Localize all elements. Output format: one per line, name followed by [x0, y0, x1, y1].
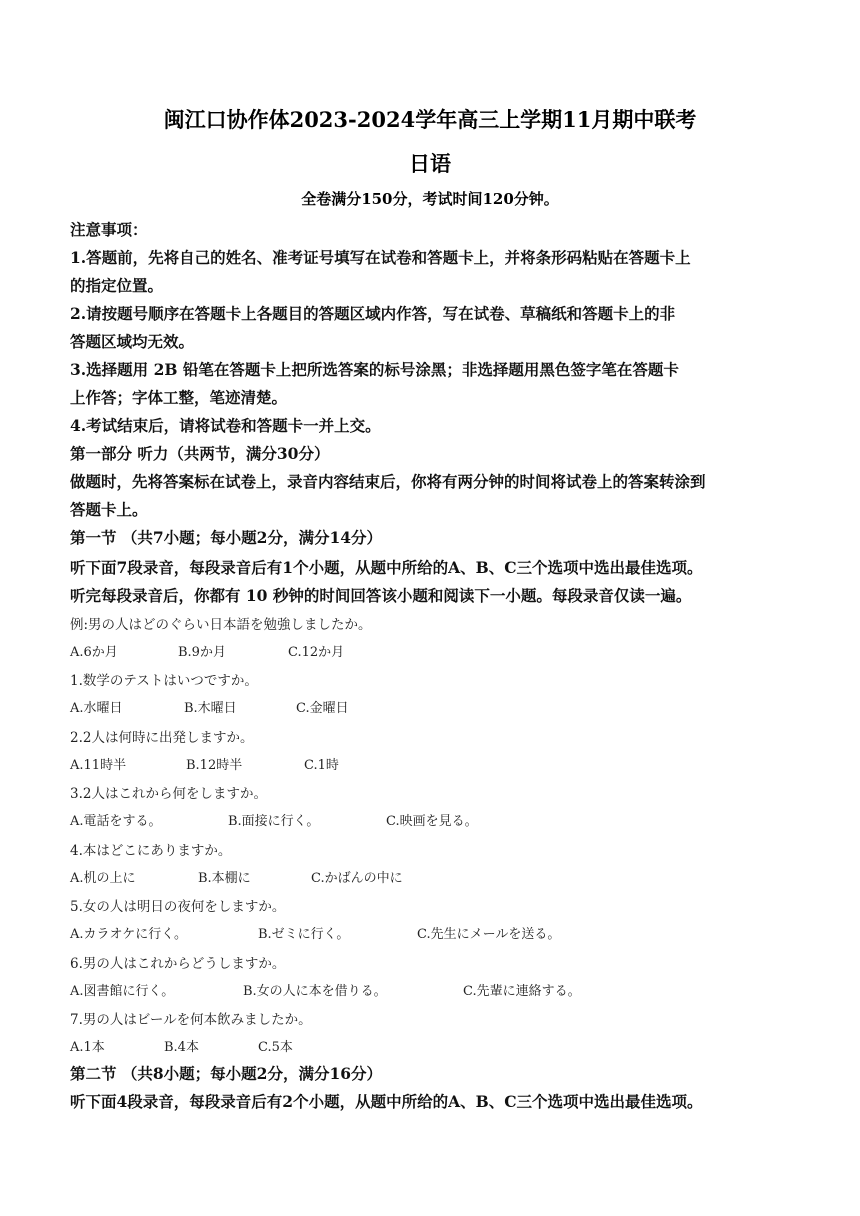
option-a: A.電話をする。: [70, 814, 162, 829]
question-2: 2.2人は何時に出発しますか。: [70, 730, 254, 746]
question-4: 4.本はどこにありますか。: [70, 843, 232, 859]
part1-instruction: 答题卡上。: [70, 500, 148, 519]
option-c: C.先生にメールを送る。: [417, 927, 561, 942]
subject-title: 日语: [409, 151, 451, 176]
option-a: A.図書館に行く。: [70, 984, 175, 999]
option-a: A.水曜日: [70, 701, 123, 716]
option-b: B.木曜日: [184, 701, 237, 716]
option-b: B.面接に行く。: [228, 814, 320, 829]
option-a: A.11時半: [70, 758, 127, 773]
option-b: B.12時半: [186, 758, 243, 773]
option-c: C.かばんの中に: [311, 871, 403, 886]
notice-item: 3.选择题用 2B 铅笔在答题卡上把所选答案的标号涂黑；非选择题用黑色签字笔在答题卡: [70, 360, 679, 379]
notice-item: 上作答；字体工整，笔迹清楚。: [70, 388, 288, 407]
section2-instruction: 听下面4段录音，每段录音后有2个小题，从题中所给的A、B、C三个选项中选出最佳选项。: [70, 1092, 703, 1111]
option-c: C.映画を見る。: [386, 814, 478, 829]
score-info: 全卷满分150分，考试时间120分钟。: [301, 190, 559, 208]
part1-heading: 第一部分 听力（共两节，满分30分）: [70, 444, 330, 463]
option-a: A.6か月: [70, 645, 118, 660]
notice-item: 的指定位置。: [70, 276, 164, 295]
exam-title: 闽江口协作体2023-2024学年高三上学期11月期中联考: [163, 107, 697, 132]
section1-heading: 第一节 （共7小题；每小题2分，满分14分）: [70, 528, 383, 547]
option-c: C.金曜日: [296, 701, 349, 716]
option-a: A.カラオケに行く。: [70, 927, 188, 942]
question-3: 3.2人はこれから何をしますか。: [70, 786, 267, 802]
option-b: B.本棚に: [198, 871, 251, 886]
notice-heading: 注意事项：: [70, 220, 148, 239]
option-c: C.1時: [304, 758, 339, 773]
notice-item: 答题区域均无效。: [70, 332, 195, 351]
option-c: C.5本: [258, 1040, 293, 1055]
option-a: A.1本: [70, 1040, 105, 1055]
option-b: B.4本: [164, 1040, 199, 1055]
question-1: 1.数学のテストはいつですか。: [70, 673, 258, 689]
question-example: 例:男の人はどのぐらい日本語を勉強しましたか。: [70, 617, 372, 633]
option-c: C.12か月: [288, 645, 345, 660]
option-b: B.9か月: [178, 645, 226, 660]
question-5: 5.女の人は明日の夜何をしますか。: [70, 899, 286, 915]
section1-instruction: 听下面7段录音，每段录音后有1个小题，从题中所给的A、B、C三个选项中选出最佳选项。: [70, 558, 703, 577]
section2-heading: 第二节 （共8小题；每小题2分，满分16分）: [70, 1064, 383, 1083]
option-b: B.女の人に本を借りる。: [243, 984, 387, 999]
notice-item: 1.答题前，先将自己的姓名、准考证号填写在试卷和答题卡上，并将条形码粘贴在答题卡上: [70, 248, 691, 267]
notice-item: 2.请按题号顺序在答题卡上各题目的答题区域内作答，写在试卷、草稿纸和答题卡上的非: [70, 304, 676, 323]
option-b: B.ゼミに行く。: [258, 927, 350, 942]
notice-item: 4.考试结束后，请将试卷和答题卡一并上交。: [70, 416, 381, 435]
option-a: A.机の上に: [70, 871, 136, 886]
option-c: C.先輩に連絡する。: [463, 984, 581, 999]
section1-instruction: 听完每段录音后，你都有 10 秒钟的时间回答该小题和阅读下一小题。每段录音仅读一遍。: [70, 586, 692, 605]
question-7: 7.男の人はビールを何本飲みましたか。: [70, 1012, 312, 1028]
question-6: 6.男の人はこれからどうしますか。: [70, 956, 286, 972]
part1-instruction: 做题时，先将答案标在试卷上，录音内容结束后，你将有两分钟的时间将试卷上的答案转涂到: [70, 472, 706, 491]
